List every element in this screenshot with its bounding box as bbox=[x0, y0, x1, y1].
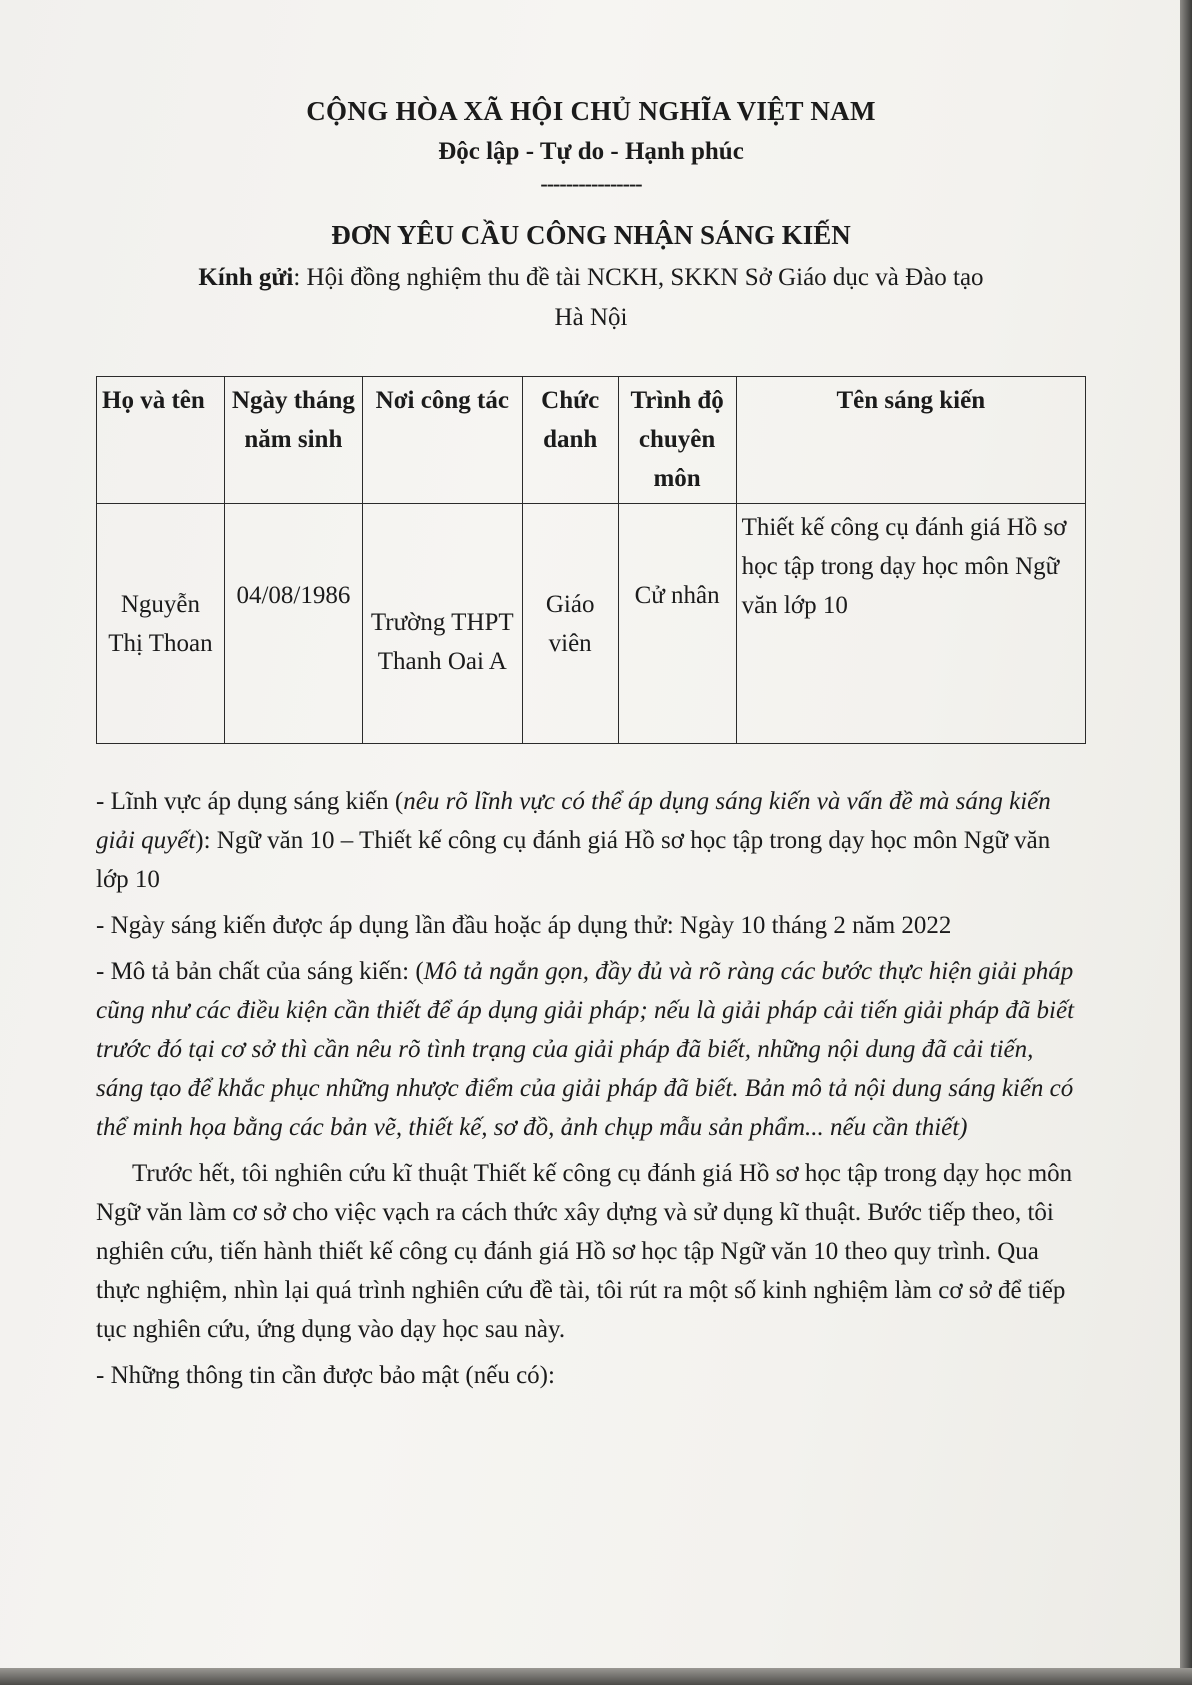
header-initiative-name: Tên sáng kiến bbox=[736, 377, 1085, 504]
recipient-line2: Hà Nội bbox=[554, 304, 628, 331]
cell-initiative-name: Thiết kế công cụ đánh giá Hồ sơ học tập trong dạy học môn Ngữ văn lớp 10 bbox=[736, 504, 1085, 744]
description-lead: - Mô tả bản chất của sáng kiến: ( bbox=[96, 958, 424, 985]
first-applied-date: - Ngày sáng kiến được áp dụng lần đầu hoặc áp dụng thử: Ngày 10 tháng 2 năm 2022 bbox=[96, 912, 952, 939]
header-title: Chức danh bbox=[522, 377, 618, 504]
motto: Độc lập - Tự do - Hạnh phúc bbox=[438, 138, 744, 165]
cell-workplace: Trường THPT Thanh Oai A bbox=[362, 504, 522, 744]
separator-line: ---------------- bbox=[540, 171, 642, 196]
confidential-info: - Những thông tin cần được bảo mật (nếu có): bbox=[96, 1362, 555, 1389]
table-row bbox=[97, 504, 1086, 744]
page-shadow-bottom bbox=[0, 1668, 1192, 1685]
field-note: nêu rõ lĩnh vực có thể áp dụng sáng kiến và vấn đề mà sáng kiến giải quyết bbox=[96, 788, 1051, 854]
page-shadow-right bbox=[1180, 0, 1192, 1685]
table-header-row bbox=[97, 377, 1086, 504]
header-birthdate: Ngày tháng năm sinh bbox=[224, 377, 362, 504]
document-title: ĐƠN YÊU CẦU CÔNG NHẬN SÁNG KIẾN bbox=[331, 220, 851, 250]
cell-birthdate: 04/08/1986 bbox=[224, 504, 362, 744]
description bbox=[96, 952, 1086, 1147]
field-of-application bbox=[96, 782, 1086, 899]
description-body: Trước hết, tôi nghiên cứu kĩ thuật Thiết kế công cụ đánh giá Hồ sơ học tập trong dạy học môn Ngữ văn làm cơ sở cho việc vạch ra cách thức xây dựng và sử dụng kĩ thuật. Bước tiếp theo, tôi nghiên cứu, tiến hành thiết kế công cụ đánh giá Hồ sơ học tập Ngữ văn 10 theo quy trình. Qua thực nghiệm, nhìn lại quá trình nghiên cứu đề tài, tôi rút ra một số kinh nghiệm làm cơ sở để tiếp tục nghiên cứu, ứng dụng vào dạy học sau này. bbox=[96, 1160, 1073, 1343]
cell-title: Giáo viên bbox=[522, 504, 618, 744]
details-section bbox=[96, 782, 1086, 1395]
document-content bbox=[96, 90, 1086, 1402]
field-lead: - Lĩnh vực áp dụng sáng kiến ( bbox=[96, 788, 404, 815]
cell-qualification: Cử nhân bbox=[618, 504, 736, 744]
nation-heading: CỘNG HÒA XÃ HỘI CHỦ NGHĨA VIỆT NAM bbox=[306, 96, 876, 126]
header-qualification: Trình độ chuyên môn bbox=[618, 377, 736, 504]
recipient-label: Kính gửi bbox=[198, 264, 294, 291]
cell-name: Nguyễn Thị Thoan bbox=[97, 504, 225, 744]
header-workplace: Nơi công tác bbox=[362, 377, 522, 504]
recipient-line1: : Hội đồng nghiệm thu đề tài NCKH, SKKN Sở Giáo dục và Đào tạo bbox=[293, 264, 984, 291]
description-note: Mô tả ngắn gọn, đầy đủ và rõ ràng các bước thực hiện giải pháp cũng như các điều kiện cần thiết để áp dụng giải pháp; nếu là giải pháp cải tiến giải pháp đã biết trước đó tại cơ sở thì cần nêu rõ tình trạng của giải pháp đã biết, những nội dung đã cải tiến, sáng tạo để khắc phục những nhược điểm của giải pháp đã biết. Bản mô tả nội dung sáng kiến có thể minh họa bằng các bản vẽ, thiết kế, sơ đồ, ảnh chụp mẫu sản phẩm... nếu cần thiết) bbox=[96, 958, 1075, 1141]
field-value: ): Ngữ văn 10 – Thiết kế công cụ đánh giá Hồ sơ học tập trong dạy học môn Ngữ văn lớp 10 bbox=[96, 827, 1051, 893]
header-name: Họ và tên bbox=[97, 377, 225, 504]
recipient bbox=[96, 258, 1086, 338]
author-table bbox=[96, 376, 1086, 744]
